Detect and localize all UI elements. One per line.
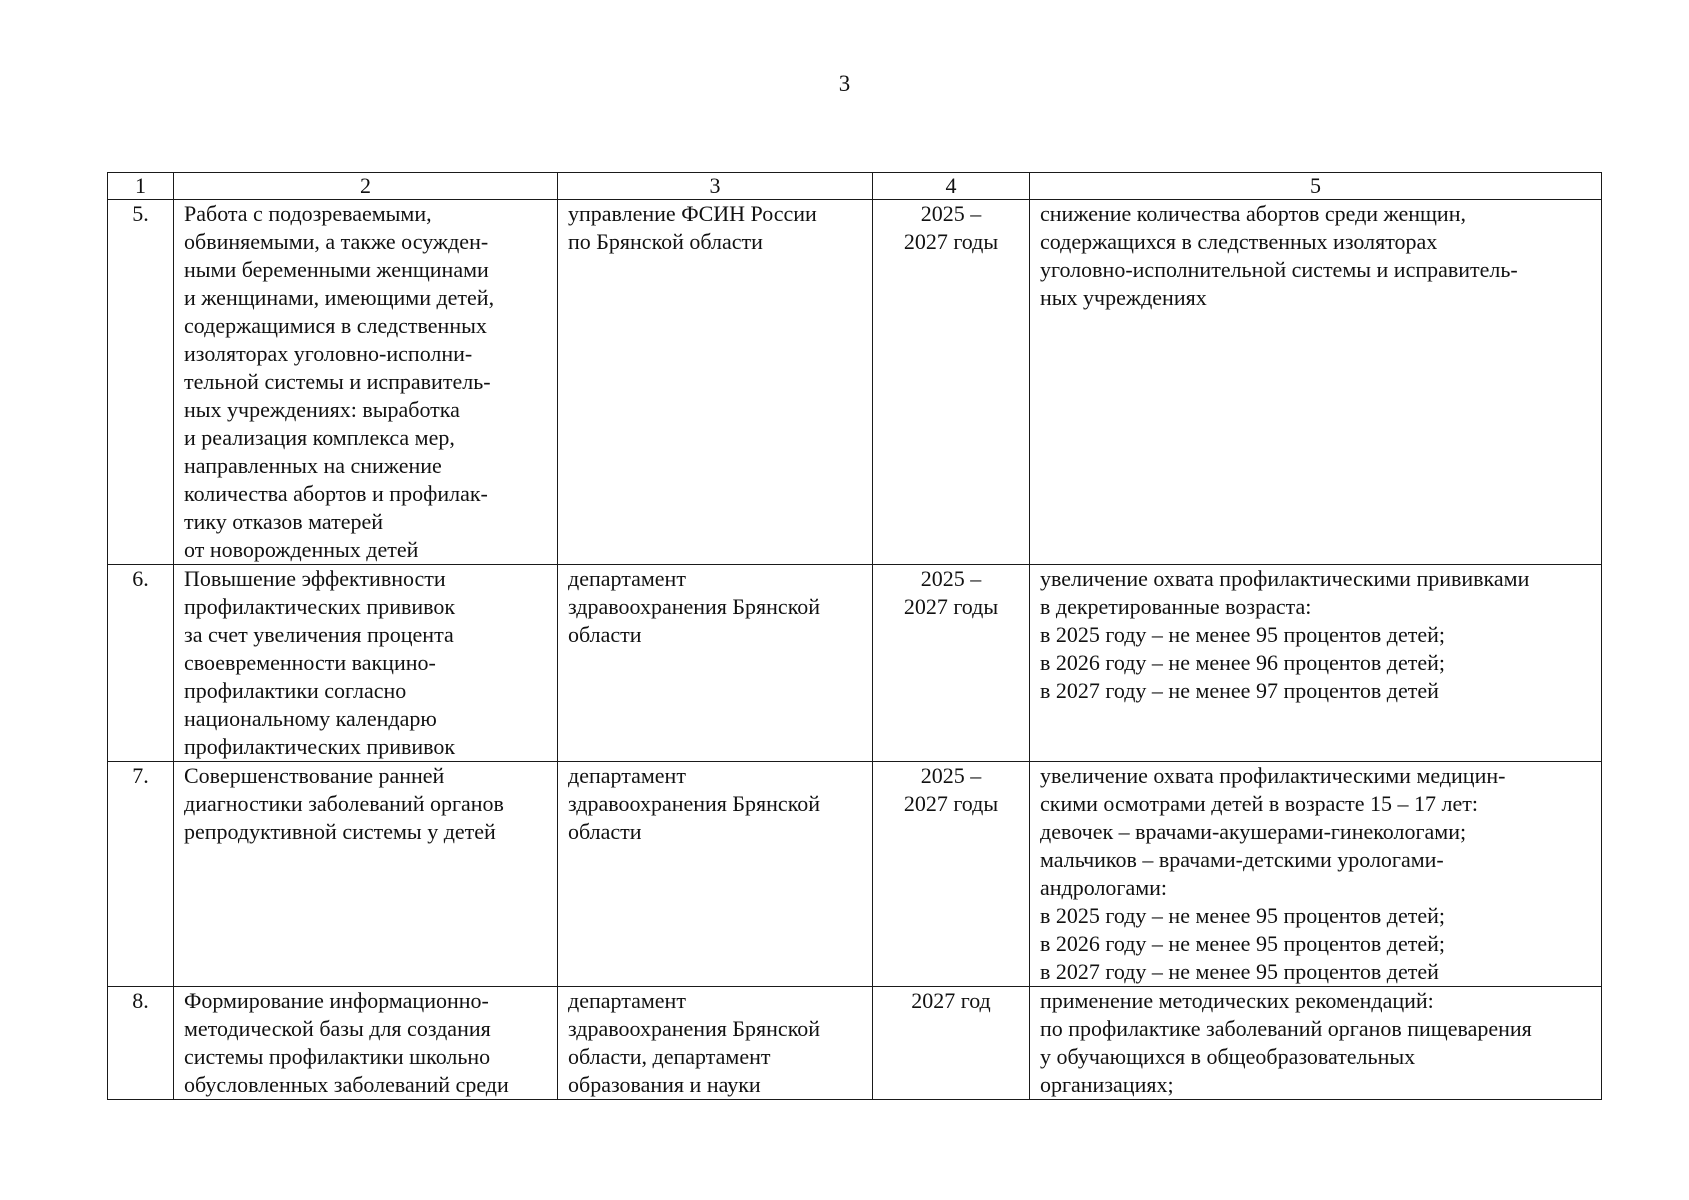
activity-line: от новорожденных детей bbox=[184, 537, 419, 562]
table-row bbox=[108, 200, 1602, 565]
table-row bbox=[108, 987, 1602, 1100]
executor-line: области bbox=[568, 622, 642, 647]
cell-period bbox=[873, 200, 1030, 565]
activity-line: обвиняемыми, а также осужден- bbox=[184, 229, 489, 254]
result-line: увеличение охвата профилактическими прививками bbox=[1040, 566, 1530, 591]
result-line: в 2025 году – не менее 95 процентов детей; bbox=[1040, 622, 1445, 647]
activity-line: ными беременными женщинами bbox=[184, 257, 489, 282]
page-number: 3 bbox=[838, 71, 851, 96]
result-line: в 2027 году – не менее 97 процентов детей bbox=[1040, 678, 1439, 703]
cell-activity bbox=[174, 762, 558, 987]
activity-line: национальному календарю bbox=[184, 706, 437, 731]
period-line: 2027 годы bbox=[903, 594, 999, 619]
row-number: 8. bbox=[108, 987, 174, 1100]
result-line: в 2025 году – не менее 95 процентов детей; bbox=[1040, 903, 1445, 928]
activity-line: Повышение эффективности bbox=[184, 566, 446, 591]
header-col-1: 1 bbox=[108, 173, 174, 200]
result-line: в 2026 году – не менее 96 процентов детей; bbox=[1040, 650, 1445, 675]
result-line: содержащихся в следственных изоляторах bbox=[1040, 229, 1438, 254]
cell-result bbox=[1030, 565, 1602, 762]
activity-line: ных учреждениях: выработка bbox=[184, 397, 460, 422]
period-line: 2027 годы bbox=[903, 791, 999, 816]
cell-period bbox=[873, 762, 1030, 987]
header-col-2: 2 bbox=[174, 173, 558, 200]
activity-line: содержащимися в следственных bbox=[184, 313, 487, 338]
activity-line: тельной системы и исправитель- bbox=[184, 369, 491, 394]
cell-result bbox=[1030, 200, 1602, 565]
period-line: 2025 – bbox=[920, 763, 982, 788]
row-number: 7. bbox=[108, 762, 174, 987]
activity-line: и женщинами, имеющими детей, bbox=[184, 285, 495, 310]
executor-line: управление ФСИН России bbox=[568, 201, 817, 226]
activity-line: Формирование информационно- bbox=[184, 988, 489, 1013]
result-line: увеличение охвата профилактическими медицин- bbox=[1040, 763, 1506, 788]
executor-line: департамент bbox=[568, 763, 686, 788]
activity-line: системы профилактики школьно bbox=[184, 1044, 491, 1069]
header-col-5: 5 bbox=[1030, 173, 1602, 200]
cell-executor bbox=[558, 762, 873, 987]
row-number: 5. bbox=[108, 200, 174, 565]
header-col-3: 3 bbox=[558, 173, 873, 200]
cell-executor bbox=[558, 987, 873, 1100]
cell-result bbox=[1030, 762, 1602, 987]
result-line: девочек – врачами-акушерами-гинекологами; bbox=[1040, 819, 1467, 844]
row-number: 6. bbox=[108, 565, 174, 762]
activity-line: профилактических прививок bbox=[184, 594, 456, 619]
period-line: 2025 – bbox=[920, 566, 982, 591]
executor-line: здравоохранения Брянской bbox=[568, 594, 821, 619]
activity-line: своевременности вакцино- bbox=[184, 650, 436, 675]
activity-line: за счет увеличения процента bbox=[184, 622, 454, 647]
executor-line: здравоохранения Брянской bbox=[568, 1016, 821, 1041]
result-line: применение методических рекомендаций: bbox=[1040, 988, 1434, 1013]
executor-line: области, департамент bbox=[568, 1044, 771, 1069]
cell-executor bbox=[558, 200, 873, 565]
result-line: по профилактике заболеваний органов пищеварения bbox=[1040, 1016, 1532, 1041]
executor-line: департамент bbox=[568, 566, 686, 591]
period-line: 2027 годы bbox=[903, 229, 999, 254]
activity-line: изоляторах уголовно-исполни- bbox=[184, 341, 473, 366]
executor-line: здравоохранения Брянской bbox=[568, 791, 821, 816]
activity-line: профилактики согласно bbox=[184, 678, 407, 703]
activity-line: репродуктивной системы у детей bbox=[184, 819, 496, 844]
result-line: мальчиков – врачами-детскими урологами- bbox=[1040, 847, 1444, 872]
result-line: снижение количества абортов среди женщин, bbox=[1040, 201, 1466, 226]
cell-executor bbox=[558, 565, 873, 762]
activity-line: и реализация комплекса мер, bbox=[184, 425, 455, 450]
activity-line: профилактических прививок bbox=[184, 734, 456, 759]
activity-line: направленных на снижение bbox=[184, 453, 442, 478]
cell-period bbox=[873, 987, 1030, 1100]
executor-line: по Брянской области bbox=[568, 229, 763, 254]
result-line: скими осмотрами детей в возрасте 15 – 17 лет: bbox=[1040, 791, 1479, 816]
result-line: организациях; bbox=[1040, 1072, 1174, 1097]
measures-table bbox=[107, 172, 1602, 1100]
executor-line: образования и науки bbox=[568, 1072, 761, 1097]
cell-activity bbox=[174, 200, 558, 565]
activity-line: обусловленных заболеваний среди bbox=[184, 1072, 509, 1097]
result-line: в декретированные возраста: bbox=[1040, 594, 1312, 619]
activity-line: тику отказов матерей bbox=[184, 509, 384, 534]
activity-line: методической базы для создания bbox=[184, 1016, 491, 1041]
cell-activity bbox=[174, 565, 558, 762]
activity-line: Работа с подозреваемыми, bbox=[184, 201, 432, 226]
cell-result bbox=[1030, 987, 1602, 1100]
header-row bbox=[108, 173, 1602, 200]
cell-activity bbox=[174, 987, 558, 1100]
period-line: 2027 год bbox=[911, 988, 991, 1013]
activity-line: диагностики заболеваний органов bbox=[184, 791, 504, 816]
result-line: в 2027 году – не менее 95 процентов детей bbox=[1040, 959, 1439, 984]
result-line: у обучающихся в общеобразовательных bbox=[1040, 1044, 1416, 1069]
executor-line: области bbox=[568, 819, 642, 844]
table-row bbox=[108, 565, 1602, 762]
result-line: уголовно-исполнительной системы и исправитель- bbox=[1040, 257, 1518, 282]
table-row bbox=[108, 762, 1602, 987]
activity-line: Совершенствование ранней bbox=[184, 763, 445, 788]
header-col-4: 4 bbox=[873, 173, 1030, 200]
result-line: ных учреждениях bbox=[1040, 285, 1207, 310]
period-line: 2025 – bbox=[920, 201, 982, 226]
result-line: в 2026 году – не менее 95 процентов детей; bbox=[1040, 931, 1445, 956]
executor-line: департамент bbox=[568, 988, 686, 1013]
activity-line: количества абортов и профилак- bbox=[184, 481, 488, 506]
cell-period bbox=[873, 565, 1030, 762]
result-line: андрологами: bbox=[1040, 875, 1168, 900]
